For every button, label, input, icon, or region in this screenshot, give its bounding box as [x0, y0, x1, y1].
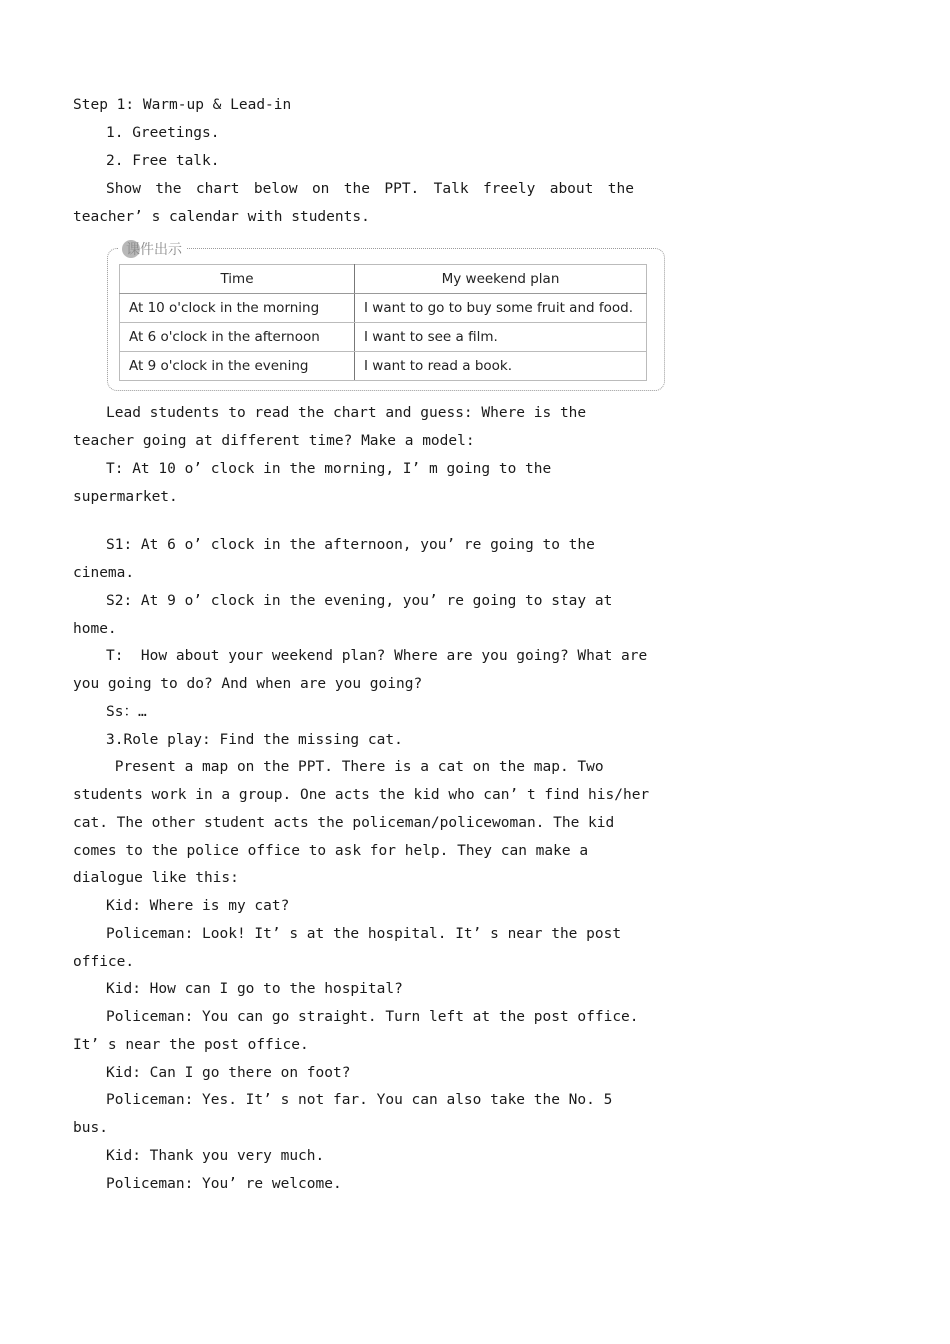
table-row: [120, 323, 647, 352]
text-line: Policeman: Yes. It’ s not far. You can also take the No. 5: [106, 1092, 613, 1108]
plan-cell: I want to see a film.: [355, 323, 647, 352]
time-cell: At 6 o'clock in the afternoon: [120, 323, 355, 352]
text-line: It’ s near the post office.: [73, 1037, 309, 1053]
text-line: Lead students to read the chart and guess: Where is the: [106, 405, 587, 421]
text-line: office.: [73, 954, 135, 970]
table-header-row: [120, 265, 647, 294]
text-line: cinema.: [73, 565, 135, 581]
word: freely: [482, 181, 536, 197]
word: the: [343, 181, 370, 197]
weekend-plan-table: [119, 264, 647, 381]
word: Talk: [433, 181, 469, 197]
word: Show: [106, 181, 141, 197]
word: the: [607, 181, 634, 197]
time-cell: At 10 o'clock in the morning: [120, 294, 355, 323]
text-line: Policeman: You can go straight. Turn left at the post office.: [106, 1009, 639, 1025]
text-line: comes to the police office to ask for help. They can make a: [73, 843, 589, 859]
text-line: bus.: [73, 1120, 108, 1136]
word: the: [155, 181, 182, 197]
column-header-plan: My weekend plan: [355, 265, 647, 294]
text-line: dialogue like this:: [73, 870, 239, 886]
show-chart-line: [106, 179, 634, 199]
courseware-box: [107, 242, 665, 391]
text-line: Policeman: Look! It’ s at the hospital. It’ s near the post: [106, 926, 622, 942]
text-line: T: At 10 o’ clock in the morning, I’ m going to the: [106, 461, 552, 477]
table-row: [120, 294, 647, 323]
text-line: cat. The other student acts the policeman/policewoman. The kid: [73, 815, 615, 831]
step-heading: Step 1: Warm-up & Lead-in: [73, 97, 292, 113]
text-line: Present a map on the PPT. There is a cat on the map. Two: [106, 759, 604, 775]
list-item-free-talk: 2. Free talk.: [106, 153, 220, 169]
courseware-label: [118, 239, 186, 259]
text-line: home.: [73, 621, 117, 637]
courseware-label-text: 课件出示: [126, 242, 182, 258]
text-line: supermarket.: [73, 489, 178, 505]
text-line: Kid: Thank you very much.: [106, 1148, 325, 1164]
text-line: teacher going at different time? Make a model:: [73, 433, 475, 449]
text-line: Kid: How can I go to the hospital?: [106, 981, 403, 997]
text-line: S1: At 6 o’ clock in the afternoon, you’ re going to the: [106, 537, 595, 553]
text-line: Policeman: You’ re welcome.: [106, 1176, 342, 1192]
plan-cell: I want to read a book.: [355, 352, 647, 381]
text-line: Kid: Where is my cat?: [106, 898, 290, 914]
column-header-time: Time: [120, 265, 355, 294]
word: below: [253, 181, 298, 197]
text-line: Ss：…: [106, 704, 147, 720]
word: about: [549, 181, 594, 197]
text-line: students work in a group. One acts the kid who can’ t find his/her: [73, 787, 650, 803]
text-line: T: How about your weekend plan? Where are you going? What are: [106, 648, 648, 664]
list-item-greetings: 1. Greetings.: [106, 125, 220, 141]
word: PPT.: [384, 181, 420, 197]
text-line: Kid: Can I go there on foot?: [106, 1065, 351, 1081]
text-line: you going to do? And when are you going?: [73, 676, 423, 692]
text-line: 3.Role play: Find the missing cat.: [106, 732, 403, 748]
text-line: S2: At 9 o’ clock in the evening, you’ re going to stay at: [106, 593, 613, 609]
plan-cell: I want to go to buy some fruit and food.: [355, 294, 647, 323]
table-row: [120, 352, 647, 381]
show-chart-line-2: teacher’ s calendar with students.: [73, 209, 370, 225]
word: chart: [195, 181, 240, 197]
word: on: [311, 181, 330, 197]
time-cell: At 9 o'clock in the evening: [120, 352, 355, 381]
